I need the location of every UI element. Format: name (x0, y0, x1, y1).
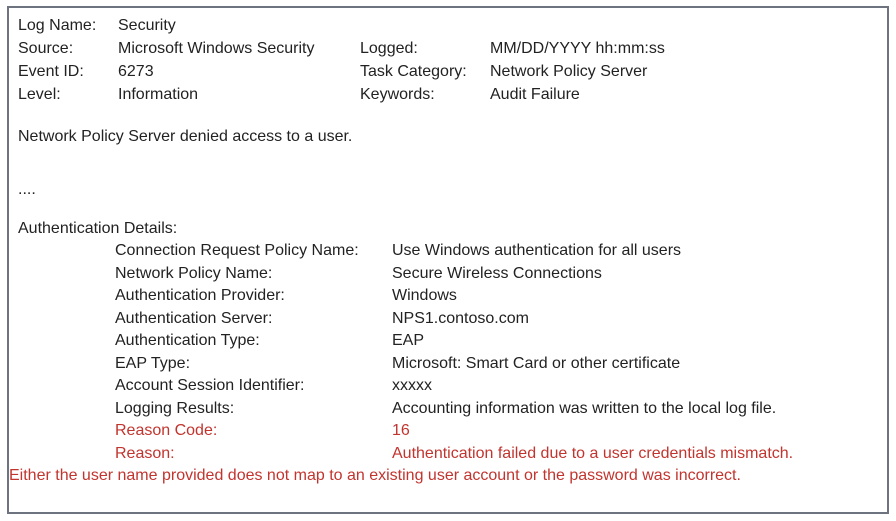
event-log-panel (7, 6, 889, 514)
detail-label: Reason: (115, 444, 175, 462)
detail-value: Accounting information was written to the local log file. (392, 399, 777, 417)
detail-value: Use Windows authentication for all users (392, 242, 682, 259)
detail-row (115, 285, 881, 308)
field-label (360, 14, 490, 37)
detail-value: xxxxx (392, 377, 432, 394)
detail-label: Network Policy Name: (115, 264, 273, 282)
field-label: Level: (18, 86, 61, 103)
field-label: Logged: (360, 40, 418, 57)
ellipsis: .... (18, 181, 36, 198)
detail-label: Authentication Type: (115, 332, 260, 349)
detail-value: 16 (392, 422, 410, 439)
detail-value: Authentication failed due to a user credentials mismatch. (392, 444, 794, 462)
detail-label: Logging Results: (115, 399, 235, 417)
event-header (18, 14, 881, 106)
detail-row (115, 398, 881, 421)
detail-row (115, 375, 881, 398)
detail-row (115, 330, 881, 353)
field-value (490, 14, 881, 37)
field-label: Source: (18, 40, 74, 57)
field-label: Keywords: (360, 86, 435, 103)
detail-value: Windows (392, 287, 457, 304)
header-row (18, 83, 881, 106)
field-label: Task Category: (360, 63, 467, 80)
field-value: MM/DD/YYYY hh:mm:ss (490, 40, 665, 57)
auth-details-heading: Authentication Details: (18, 220, 178, 237)
detail-row (115, 263, 881, 286)
field-value: Network Policy Server (490, 63, 648, 80)
reason-continuation-text: Either the user name provided does not map to an existing user account or the password was incorrect. (9, 467, 741, 484)
detail-value: Microsoft: Smart Card or other certificate (392, 354, 681, 372)
detail-label: Authentication Provider: (115, 287, 285, 304)
field-label: Event ID: (18, 63, 84, 80)
header-row (18, 37, 881, 60)
auth-details-table (18, 240, 881, 465)
detail-value: Secure Wireless Connections (392, 264, 602, 282)
detail-value: NPS1.contoso.com (392, 309, 529, 327)
header-row (18, 14, 881, 37)
detail-label: Connection Request Policy Name: (115, 242, 359, 259)
field-value: 6273 (118, 63, 154, 80)
detail-value: EAP (392, 332, 425, 349)
detail-row-reason-code (115, 420, 881, 443)
detail-label: Authentication Server: (115, 309, 273, 327)
event-description: Network Policy Server denied access to a user. (18, 128, 353, 145)
detail-row (115, 308, 881, 331)
field-value: Microsoft Windows Security (118, 40, 315, 57)
detail-label: Account Session Identifier: (115, 377, 305, 394)
detail-row-reason (115, 443, 881, 466)
detail-row (115, 240, 881, 263)
detail-label: Reason Code: (115, 422, 218, 439)
detail-row (115, 353, 881, 376)
detail-label: EAP Type: (115, 354, 191, 372)
field-value: Information (118, 86, 199, 103)
header-row (18, 60, 881, 83)
field-value: Audit Failure (490, 86, 580, 103)
field-value: Security (118, 17, 176, 34)
field-label: Log Name: (18, 17, 97, 34)
